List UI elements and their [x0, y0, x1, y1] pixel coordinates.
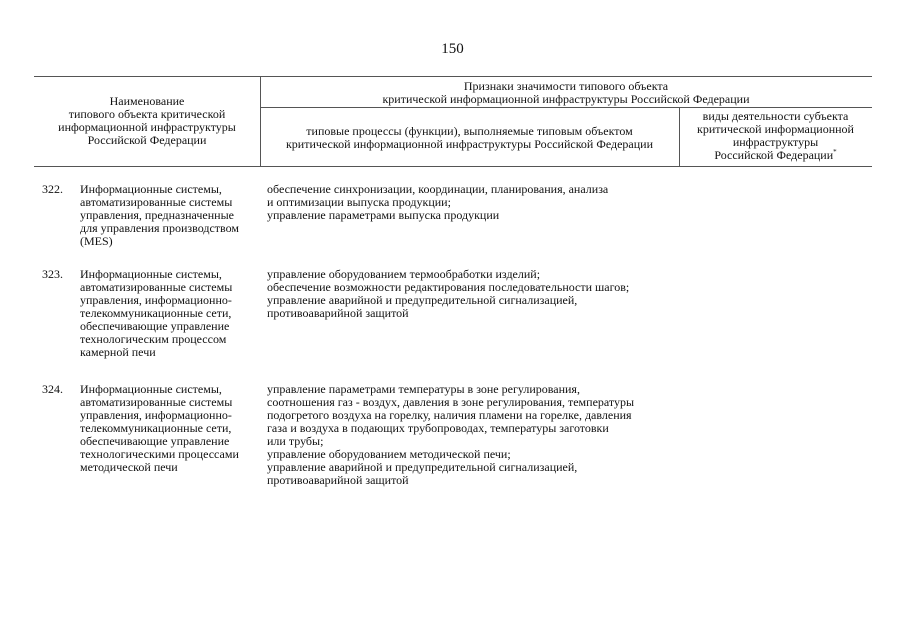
header-mid-rule — [260, 107, 872, 108]
header-significance-group: Признаки значимости типового объекта критической информационной инфраструктуры Российской Федерации — [382, 79, 750, 106]
header-top-rule — [34, 76, 872, 77]
page-number: 150 — [441, 41, 464, 57]
row-processes: обеспечение синхронизации, координации, планирования, анализа и оптимизации выпуска продукции; управление параметрами выпуска продукции — [267, 182, 609, 222]
row-object-name: Информационные системы, автоматизированные системы управления, предназначенные для управления производством (MES) — [80, 182, 239, 248]
header-object-name: Наименование типового объекта критической информационной инфраструктуры Российской Федерации — [58, 94, 236, 147]
header-activities-text: виды деятельности субъекта критической информационной инфраструктуры Российской Федерации — [697, 109, 854, 162]
row-number: 323. — [42, 267, 63, 281]
row-processes: управление параметрами температуры в зоне регулирования, соотношения газ - воздух, давления в зоне регулирования, температуры подогретого воздуха на горелку, наличия пламени на горелке, давления газа и воздуха в подающих трубопроводах, температуры заготовки или трубы; управление оборудованием методической печи; управление аварийной и предупредительной сигнализацией, противоаварийной защитой — [267, 382, 635, 487]
header-bottom-rule — [34, 166, 872, 167]
row-number: 324. — [42, 382, 63, 396]
header-activities — [679, 110, 872, 162]
header-processes: типовые процессы (функции), выполняемые типовым объектом критической информационной инфраструктуры Российской Федерации — [285, 124, 654, 151]
row-object-name: Информационные системы, автоматизированные системы управления, информационно- телекоммуникационные сети, обеспечивающие управление технологическими процессами методической печи — [80, 382, 239, 474]
row-number: 322. — [42, 182, 63, 196]
row-object-name: Информационные системы, автоматизированные системы управления, информационно- телекоммуникационные сети, обеспечивающие управление технологическим процессом камерной печи — [80, 267, 233, 359]
row-processes: управление оборудованием термообработки изделий; обеспечение возможности редактирования последовательности шагов; управление аварийной и предупредительной сигнализацией, противоаварийной защитой — [267, 267, 630, 320]
footnote-marker: * — [833, 148, 837, 156]
